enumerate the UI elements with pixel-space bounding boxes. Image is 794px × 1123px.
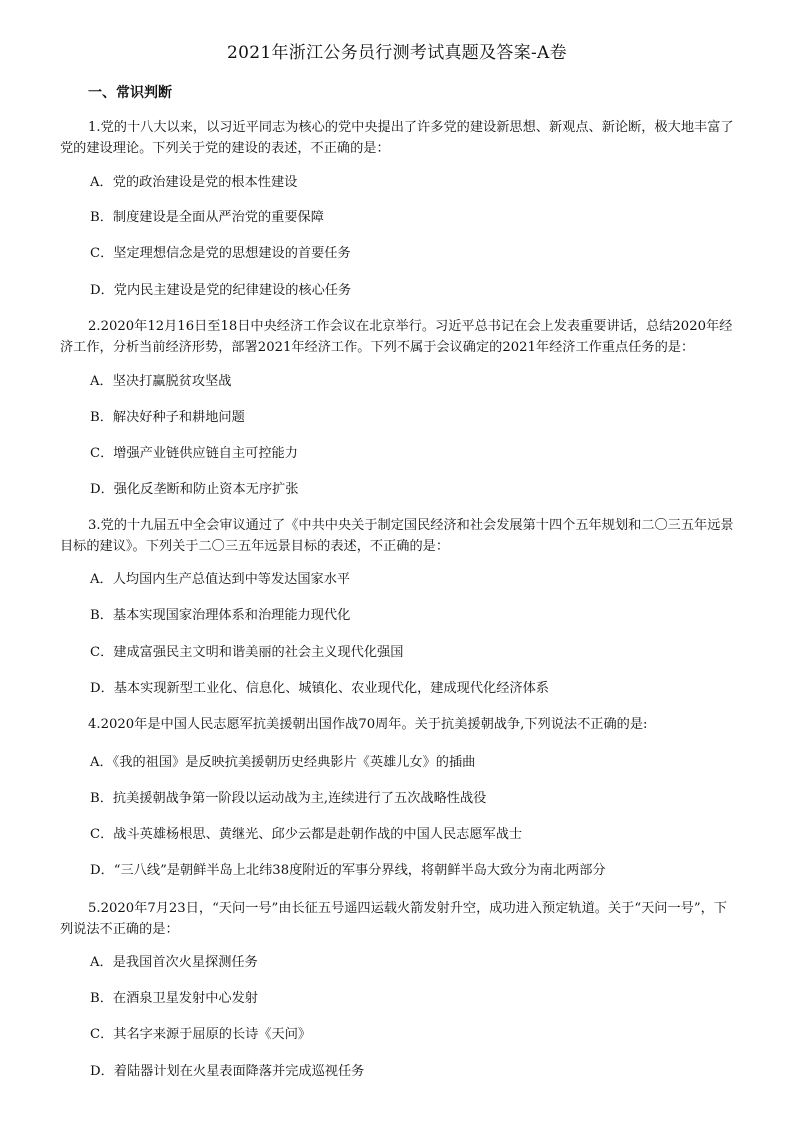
document-title: 2021年浙江公务员行测考试真题及答案-A卷 [227, 43, 567, 63]
question-4-option-c: C．战斗英雄杨根思、黄继光、邱少云都是赴朝作战的中国人民志愿军战士 [90, 827, 523, 842]
question-2-option-b: B．解决好种子和耕地问题 [90, 410, 245, 425]
question-2-option-c: C．增强产业链供应链自主可控能力 [90, 446, 298, 461]
question-1-option-b: B．制度建设是全面从严治党的重要保障 [90, 210, 324, 225]
question-2-option-a: A．坚决打赢脱贫攻坚战 [90, 374, 232, 389]
question-4-stem: 4.2020年是中国人民志愿军抗美援朝出国作战70周年。关于抗美援朝战争,下列说法不正确的是: [88, 717, 648, 732]
question-5-option-a: A．是我国首次火星探测任务 [90, 955, 258, 970]
question-3-option-c: C．建成富强民主文明和谐美丽的社会主义现代化强国 [90, 645, 404, 660]
question-5-option-c: C．其名字来源于屈原的长诗《天问》 [90, 1027, 312, 1042]
question-3-option-d: D．基本实现新型工业化、信息化、城镇化、农业现代化，建成现代化经济体系 [90, 681, 549, 696]
question-4-option-d: D．“三八线”是朝鲜半岛上北纬38度附近的军事分界线，将朝鲜半岛大致分为南北两部分 [90, 863, 606, 878]
question-5-stem: 5.2020年7月23日，“天问一号”由长征五号遥四运载火箭发射升空，成功进入预定轨道。关于“天问一号”，下列说法不正确的是： [60, 901, 727, 937]
question-3-option-b: B．基本实现国家治理体系和治理能力现代化 [90, 608, 351, 623]
question-1-stem: 1.党的十八大以来，以习近平同志为核心的党中央提出了许多党的建设新思想、新观点、新论断，极大地丰富了党的建设理论。下列关于党的建设的表述，不正确的是： [60, 120, 734, 156]
question-1-option-a: A．党的政治建设是党的根本性建设 [90, 175, 298, 190]
question-4-option-b: B．抗美援朝战争第一阶段以运动战为主,连续进行了五次战略性战役 [90, 791, 487, 806]
question-3-stem: 3.党的十九届五中全会审议通过了《中共中央关于制定国民经济和社会发展第十四个五年规划和二〇三五年远景目标的建议》。下列关于二〇三五年远景目标的表述，不正确的是： [60, 518, 734, 554]
question-1-option-d: D．党内民主建设是党的纪律建设的核心任务 [90, 283, 352, 298]
question-2-stem: 2.2020年12月16日至18日中央经济工作会议在北京举行。习近平总书记在会上发表重要讲话，总结2020年经济工作，分析当前经济形势，部署2021年经济工作。下列不属于会议确定的2021年经济工作重点任务的是： [60, 319, 733, 355]
section-heading: 一、常识判断 [88, 85, 172, 101]
question-1-option-c: C．坚定理想信念是党的思想建设的首要任务 [90, 246, 351, 261]
question-2-option-d: D．强化反垄断和防止资本无序扩张 [90, 482, 299, 497]
question-3-option-a: A．人均国内生产总值达到中等发达国家水平 [90, 572, 351, 587]
question-5-option-b: B．在酒泉卫星发射中心发射 [90, 991, 258, 1006]
question-4-option-a: A．《我的祖国》是反映抗美援朝历史经典影片《英雄儿女》的插曲 [90, 755, 476, 770]
question-5-option-d: D．着陆器计划在火星表面降落并完成巡视任务 [90, 1064, 365, 1079]
